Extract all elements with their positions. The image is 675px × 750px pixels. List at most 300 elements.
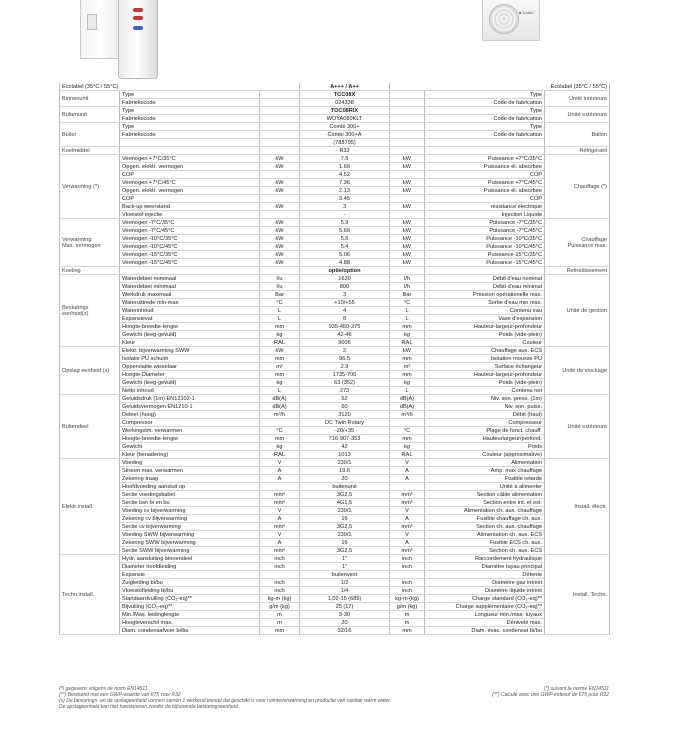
spec-value: 230/1 (300, 459, 390, 467)
spec-unit-fr: m (390, 619, 425, 627)
spec-label-fr: Détente (425, 571, 545, 579)
spec-label-nl: Compressor (120, 419, 260, 427)
spec-unit-fr (390, 131, 425, 139)
spec-unit-fr: mm (390, 323, 425, 331)
spec-unit-fr: inch (390, 555, 425, 563)
section-label-nl: Opslag eenheid (x) (60, 347, 120, 395)
section-label-fr: Ballon (545, 123, 610, 147)
section-label-nl: Elektr.install. (60, 459, 120, 555)
spec-label-nl: Hoogte-breedte-lengte (120, 323, 260, 331)
spec-row (60, 411, 610, 419)
spec-label-fr: Type (425, 91, 545, 99)
spec-label-nl: Sectie voedingskabel (120, 491, 260, 499)
spec-label-fr: Section entre int. et ext. (425, 499, 545, 507)
section-label-nl: Verwarming Max. vermogen (60, 219, 120, 267)
spec-label-fr: Contenu net (425, 387, 545, 395)
spec-label-nl: Vermogen -7°C/45°C (120, 227, 260, 235)
spec-label-fr: Compresseur (425, 419, 545, 427)
spec-unit-fr (390, 211, 425, 219)
spec-unit-nl: mm (260, 323, 300, 331)
spec-row (60, 323, 610, 331)
section-label-fr: Unité de gestion (545, 275, 610, 347)
spec-value: 8 (300, 315, 390, 323)
spec-row (60, 107, 610, 115)
spec-unit-nl (260, 123, 300, 131)
spec-value: 935-450-275 (300, 323, 390, 331)
spec-unit-fr: kW (390, 243, 425, 251)
spec-unit-nl: inch (260, 555, 300, 563)
spec-value: R32 (300, 147, 390, 155)
section-label-nl: Besturings eenheid(x) (60, 275, 120, 347)
spec-unit-fr (390, 571, 425, 579)
product-images (0, 0, 675, 82)
spec-unit-nl: mm² (260, 523, 300, 531)
spec-row (60, 171, 610, 179)
spec-sheet (59, 83, 609, 635)
spec-value: 4G1,5 (300, 499, 390, 507)
spec-row (60, 203, 610, 211)
spec-row (60, 571, 610, 579)
spec-row (60, 91, 610, 99)
spec-row (60, 483, 610, 491)
spec-label-fr: Puissance -7°C/35°C (425, 219, 545, 227)
spec-unit-nl: kW (260, 203, 300, 211)
spec-label-nl: Gewicht (leeg-gevuld) (120, 379, 260, 387)
spec-row (60, 475, 610, 483)
spec-row (60, 251, 610, 259)
spec-unit-nl: mm² (260, 547, 300, 555)
section-label-fr: Install. Techn. (545, 555, 610, 635)
spec-row (60, 435, 610, 443)
spec-unit-nl: kW (260, 347, 300, 355)
spec-label-nl: Vermogen +7°C/35°C (120, 155, 260, 163)
spec-label-nl: Hoogte-breedte-lengte (120, 435, 260, 443)
spec-label-nl: Geluidsvermogen EN1210-1 (120, 403, 260, 411)
spec-value: 4 (300, 307, 390, 315)
spec-row (60, 315, 610, 323)
spec-value: buitenvext (300, 571, 390, 579)
spec-label-nl: Voeding cv bijverwarming (120, 507, 260, 515)
spec-unit-fr (390, 99, 425, 107)
spec-label-fr (425, 147, 545, 155)
spec-label-nl: Voeding SWW bijverwarming (120, 531, 260, 539)
spec-value: 1,02-15 (689) (300, 595, 390, 603)
ecolabel-left: Ecolabel (35°C / 55°C) (60, 83, 300, 91)
spec-label-fr: Alimentation ch. aux. ECS (425, 531, 545, 539)
spec-label-fr: Amp. max chauffage (425, 467, 545, 475)
spec-label-fr: Longueur min./max. tuyaux (425, 611, 545, 619)
spec-label-nl: Diameter hoofdleiding (120, 563, 260, 571)
spec-row (60, 603, 610, 611)
spec-unit-fr: kW (390, 179, 425, 187)
spec-unit-nl (260, 267, 300, 275)
spec-label-nl: Fabriekscode (120, 115, 260, 123)
spec-unit-fr: kW (390, 219, 425, 227)
spec-row (60, 371, 610, 379)
spec-row (60, 387, 610, 395)
spec-label-fr: Puissance +7°C/45°C (425, 179, 545, 187)
spec-row (60, 627, 610, 635)
spec-label-fr: Hauteurlargeur/profond. (425, 435, 545, 443)
spec-row (60, 195, 610, 203)
spec-label-nl: Vermogen -15°C/35°C (120, 251, 260, 259)
spec-value: TCC08X (300, 91, 390, 99)
spec-unit-fr: inch (390, 563, 425, 571)
spec-label-nl: Hoogteverschil max. (120, 619, 260, 627)
spec-label-fr: Débit d'eau minimal (425, 283, 545, 291)
spec-value: 5.66 (300, 227, 390, 235)
spec-unit-fr: mm (390, 627, 425, 635)
spec-row (60, 163, 610, 171)
spec-unit-fr: g/m (kg) (390, 603, 425, 611)
spec-value: -20/+35 (300, 427, 390, 435)
spec-unit-nl: m (260, 611, 300, 619)
spec-label-nl: Expansie (120, 571, 260, 579)
spec-unit-fr (390, 267, 425, 275)
spec-label-fr: Niv. son. press. (1m) (425, 395, 545, 403)
spec-unit-fr: m² (390, 363, 425, 371)
spec-label-nl: Vermogen -15°C/45°C (120, 259, 260, 267)
spec-unit-nl: g/m (kg) (260, 603, 300, 611)
note-2-nl: (**) Berekend met een GWP-waarde van 675 voor R32 (59, 692, 181, 698)
spec-unit-nl: L (260, 307, 300, 315)
spec-label-fr: Puissance -7°C/45°C (425, 227, 545, 235)
spec-row (60, 459, 610, 467)
spec-row (60, 299, 610, 307)
spec-unit-nl: A (260, 475, 300, 483)
spec-unit-nl (260, 115, 300, 123)
spec-row (60, 339, 610, 347)
spec-unit-fr: mm² (390, 499, 425, 507)
spec-value: 1735-700 (300, 371, 390, 379)
spec-unit-nl: kW (260, 155, 300, 163)
spec-unit-nl: kg-m (kg) (260, 595, 300, 603)
spec-label-nl: Gewicht (leeg-gevuld) (120, 331, 260, 339)
spec-row (60, 363, 610, 371)
spec-value: 5.4 (300, 243, 390, 251)
spec-label-fr: Injection Liquide (425, 211, 545, 219)
spec-unit-nl: mm (260, 435, 300, 443)
section-label-nl: Koeling (60, 267, 120, 275)
spec-label-fr: Code de fabrication (425, 131, 545, 139)
spec-label-nl: Gewicht (120, 443, 260, 451)
spec-row (60, 443, 610, 451)
spec-label-nl (120, 267, 260, 275)
spec-label-fr: Raccordement hydraulique (425, 555, 545, 563)
section-label-nl: Koelmiddel (60, 147, 120, 155)
spec-value: DC Twin Rotary (300, 419, 390, 427)
spec-unit-nl: kg (260, 379, 300, 387)
spec-unit-nl: kW (260, 259, 300, 267)
spec-label-nl (120, 147, 260, 155)
spec-label-fr: Poids (425, 443, 545, 451)
spec-unit-fr: A (390, 515, 425, 523)
spec-label-nl: Isolatie PU schuim (120, 355, 260, 363)
spec-row (60, 491, 610, 499)
spec-value: 1013 (300, 451, 390, 459)
spec-label-nl: Fabriekscode (120, 131, 260, 139)
spec-value: 3G2,5 (300, 547, 390, 555)
spec-unit-fr: mm² (390, 547, 425, 555)
spec-value: 7.36 (300, 179, 390, 187)
spec-unit-fr (390, 147, 425, 155)
spec-value: 2.13 (300, 187, 390, 195)
spec-unit-nl (260, 147, 300, 155)
spec-row (60, 155, 610, 163)
spec-label-nl: Vloeistofleiding bi/bu (120, 587, 260, 595)
spec-label-fr: Puissance -10°C/35°C (425, 235, 545, 243)
spec-unit-nl (260, 571, 300, 579)
ecolabel-value: A+++ / A++ (300, 83, 390, 91)
ecolabel-right: Ecolabel (35°C / 55°C) (390, 83, 610, 91)
spec-value: 5.6 (300, 235, 390, 243)
spec-label-fr: Puissance -10°C/45°C (425, 243, 545, 251)
spec-label-nl: Zekering traag (120, 475, 260, 483)
outdoor-brand-label: ■ Daikin (519, 10, 534, 15)
spec-value: 1/2 (300, 579, 390, 587)
spec-value: 716-907-353 (300, 435, 390, 443)
section-label-nl: Boiler (60, 123, 120, 147)
spec-unit-fr (390, 107, 425, 115)
spec-label-fr: Unité à alimenter (425, 483, 545, 491)
spec-label-fr: Puissance él. absorbée (425, 163, 545, 171)
spec-value: 1620 (300, 275, 390, 283)
note-2-fr: (**) Calculé avec une GWP-indexof de 675 pour R32 (492, 692, 609, 698)
spec-unit-fr: kW (390, 163, 425, 171)
spec-label-nl: Fabriekscode (120, 99, 260, 107)
spec-unit-nl (260, 171, 300, 179)
spec-unit-fr (390, 91, 425, 99)
spec-row (60, 427, 610, 435)
section-label-fr: Chauffage Puissance max. (545, 219, 610, 267)
spec-unit-nl: V (260, 507, 300, 515)
spec-value: 2 (300, 347, 390, 355)
spec-label-fr: Chauffage aux. ECS (425, 347, 545, 355)
spec-unit-fr: dB(A) (390, 403, 425, 411)
spec-unit-nl: L (260, 315, 300, 323)
spec-unit-nl: kW (260, 251, 300, 259)
spec-unit-fr: kW (390, 155, 425, 163)
spec-unit-nl (260, 483, 300, 491)
spec-unit-fr: L (390, 315, 425, 323)
spec-label-nl: Min./Max. leidinglengte (120, 611, 260, 619)
spec-unit-fr: kW (390, 251, 425, 259)
spec-value: 3G2,5 (300, 491, 390, 499)
spec-label-nl: Oppervlakte wisselaar (120, 363, 260, 371)
spec-row (60, 347, 610, 355)
spec-row (60, 147, 610, 155)
spec-unit-fr (390, 419, 425, 427)
spec-label-fr: Section ch. aux. chauffage (425, 523, 545, 531)
spec-unit-fr: A (390, 539, 425, 547)
spec-label-nl: Standaardvulling (CO₂-eq)** (120, 595, 260, 603)
boiler-tank-image (118, 0, 158, 79)
spec-unit-fr: V (390, 459, 425, 467)
spec-value: WOYA080KLT (300, 115, 390, 123)
spec-label-fr (425, 139, 545, 147)
spec-label-nl: Type (120, 123, 260, 131)
spec-unit-fr: kg (390, 379, 425, 387)
spec-label-fr: Dénivelé max. (425, 619, 545, 627)
spec-unit-nl: kW (260, 227, 300, 235)
spec-label-fr: Alimentation ch. aux. chauffage (425, 507, 545, 515)
spec-label-fr: Puissance +7°C/35°C (425, 155, 545, 163)
spec-unit-nl: mm² (260, 491, 300, 499)
spec-value: TOC08RIX (300, 107, 390, 115)
spec-value: 3-30 (300, 611, 390, 619)
note-4: De opslageenheid kan niet functioneren zonder de bijhorende besturingseenheid. (59, 704, 240, 710)
spec-value: 3120 (300, 411, 390, 419)
spec-unit-fr: kW (390, 235, 425, 243)
spec-value: 20 (300, 475, 390, 483)
spec-unit-fr (390, 483, 425, 491)
ecolabel-row (60, 83, 610, 91)
spec-label-nl: Back-up weerstand (120, 203, 260, 211)
spec-unit-fr: mm² (390, 523, 425, 531)
spec-label-nl: Vermogen -7°C/35°C (120, 219, 260, 227)
spec-unit-nl (260, 99, 300, 107)
spec-value: - (300, 211, 390, 219)
spec-unit-fr: A (390, 467, 425, 475)
spec-unit-nl: m² (260, 363, 300, 371)
spec-unit-nl: mm (260, 627, 300, 635)
spec-value: Combi 300+ (300, 123, 390, 131)
spec-unit-nl: m³/h (260, 411, 300, 419)
spec-label-fr: résistance électrique (425, 203, 545, 211)
spec-unit-fr: inch (390, 579, 425, 587)
spec-unit-nl: mm (260, 355, 300, 363)
spec-value: 1.66 (300, 163, 390, 171)
spec-unit-fr: m (390, 611, 425, 619)
spec-label-fr: Puissance él. absorbée (425, 187, 545, 195)
spec-label-nl: Zuigleiding bi/bu (120, 579, 260, 587)
spec-label-fr: Charge standard (CO₂-eq)** (425, 595, 545, 603)
spec-unit-nl (260, 211, 300, 219)
spec-unit-nl: RAL (260, 451, 300, 459)
spec-value: 96.5 (300, 355, 390, 363)
spec-value: optie/option (300, 267, 390, 275)
footnotes (59, 686, 609, 710)
spec-value: 3 (300, 203, 390, 211)
spec-value: (788795) (300, 139, 390, 147)
spec-unit-fr: kW (390, 203, 425, 211)
spec-unit-nl (260, 195, 300, 203)
spec-label-nl: Vermogen +7°C/45°C (120, 179, 260, 187)
spec-label-fr: Diamètre liquide int/ext (425, 587, 545, 595)
spec-unit-fr: RAL (390, 339, 425, 347)
spec-value: 273 (300, 387, 390, 395)
spec-label-nl: Kleur (120, 339, 260, 347)
spec-row (60, 379, 610, 387)
spec-value: 4.52 (300, 171, 390, 179)
spec-row (60, 355, 610, 363)
spec-label-fr: Sortie d'eau min.max. (425, 299, 545, 307)
spec-unit-nl: l/u (260, 275, 300, 283)
spec-label-nl: Vermogen -10°C/45°C (120, 243, 260, 251)
spec-table (59, 83, 610, 635)
spec-unit-fr: Bar (390, 291, 425, 299)
spec-row (60, 291, 610, 299)
spec-label-fr: Diamètre tuyau principal (425, 563, 545, 571)
spec-label-fr: Charge supplémentaire (CO₂-eq)** (425, 603, 545, 611)
spec-row (60, 275, 610, 283)
spec-label-nl: COP (120, 195, 260, 203)
spec-label-fr: Type (425, 123, 545, 131)
spec-unit-nl: °C (260, 427, 300, 435)
spec-value: 230/1 (300, 507, 390, 515)
spec-unit-nl: inch (260, 563, 300, 571)
spec-label-nl: Waterdebiet nominaal (120, 275, 260, 283)
spec-label-nl: COP (120, 171, 260, 179)
spec-label-nl: Sectie cv bijverwarming (120, 523, 260, 531)
spec-unit-nl: L (260, 387, 300, 395)
spec-row (60, 211, 610, 219)
spec-value: buitenunit (300, 483, 390, 491)
spec-unit-fr: A (390, 475, 425, 483)
spec-row (60, 131, 610, 139)
section-label-nl: Binnenunit (60, 91, 120, 107)
spec-unit-fr: V (390, 507, 425, 515)
spec-row (60, 523, 610, 531)
spec-label-fr: Type (425, 107, 545, 115)
spec-label-fr: Section ch. aux. ECS (425, 547, 545, 555)
spec-unit-fr: °C (390, 427, 425, 435)
spec-unit-fr (390, 195, 425, 203)
spec-label-fr: Diamètre gaz int/ext (425, 579, 545, 587)
spec-row (60, 123, 610, 131)
spec-value: 230/1 (300, 531, 390, 539)
spec-unit-nl: mm (260, 371, 300, 379)
spec-label-fr: Puissance -15°C/45°C (425, 259, 545, 267)
spec-label-nl: Type (120, 107, 260, 115)
spec-value: 16 (300, 539, 390, 547)
spec-unit-fr: V (390, 531, 425, 539)
spec-value: 19.6 (300, 467, 390, 475)
spec-row (60, 331, 610, 339)
spec-value: 32/16 (300, 627, 390, 635)
outdoor-unit-image (482, 0, 540, 41)
spec-unit-nl: inch (260, 587, 300, 595)
spec-row (60, 403, 610, 411)
spec-row (60, 451, 610, 459)
spec-row (60, 115, 610, 123)
spec-unit-nl: A (260, 515, 300, 523)
spec-unit-fr: °C (390, 299, 425, 307)
spec-label-nl: Hoofdvoeding aansluit op (120, 483, 260, 491)
spec-label-nl: Sectie SWW bijverwarming (120, 547, 260, 555)
spec-unit-fr (390, 123, 425, 131)
section-label-fr: Unité de stockage (545, 347, 610, 395)
spec-label-nl: Stroom max. verwarmen (120, 467, 260, 475)
spec-label-fr: COP (425, 195, 545, 203)
spec-label-fr: Section câble alimentation (425, 491, 545, 499)
spec-row (60, 267, 610, 275)
spec-value: 1" (300, 563, 390, 571)
spec-row (60, 283, 610, 291)
spec-label-fr: Niv. son. puiss. (425, 403, 545, 411)
spec-label-nl: Diam. condensafvoer bi/bu (120, 627, 260, 635)
spec-row (60, 515, 610, 523)
spec-unit-fr: kW (390, 259, 425, 267)
spec-label-nl: Waterdebiet minimaal (120, 283, 260, 291)
spec-unit-nl: inch (260, 579, 300, 587)
spec-row (60, 595, 610, 603)
spec-label-nl: Hoogte-Diameter (120, 371, 260, 379)
spec-row (60, 395, 610, 403)
spec-unit-nl (260, 107, 300, 115)
spec-unit-nl: kg (260, 331, 300, 339)
spec-value: 1" (300, 555, 390, 563)
